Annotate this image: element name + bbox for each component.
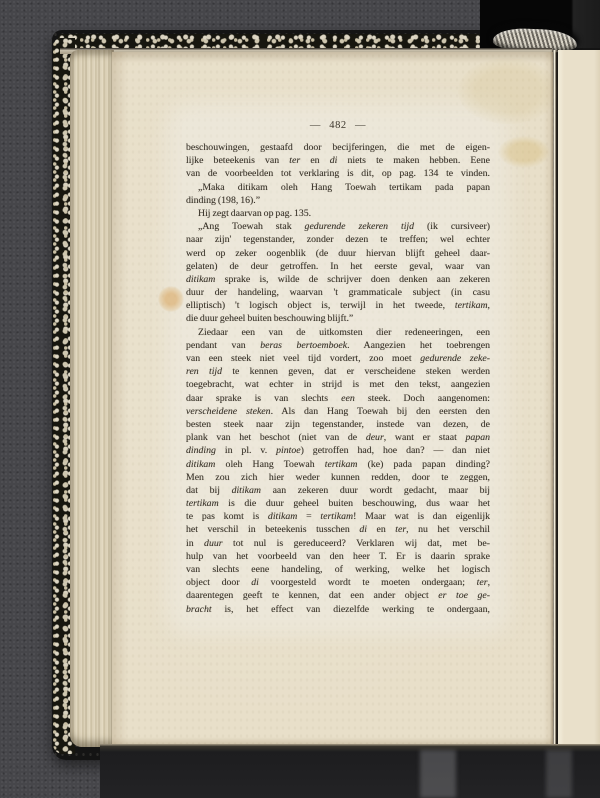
text-line: toegebracht, wat echter in strijd is met den tekst, aangezien [186, 379, 490, 391]
text-line: daar sprake is van slechts een steek. Doch aangenomen: [186, 392, 490, 404]
text-line: Men zou zich hier weder kunnen redden, door te zeggen, [186, 471, 490, 483]
scanner-reflection [546, 750, 572, 798]
text-line: besten steek naar zijn tegenstander, instede van dezen, de [186, 418, 490, 430]
text-line: plank van het beschot (niet van de deur, want er staat papan [186, 432, 490, 444]
text-line: van een steek niet veel tijd vordert, zoo moet gedurende zeke- [186, 353, 490, 364]
stain [158, 286, 184, 312]
text-line: tertikam is die duur geheel buiten beschouwing, dus waar het [186, 498, 490, 510]
text-line: daarentegen geeft te kennen, dat een ander object er toe ge- [186, 590, 490, 602]
stain [498, 136, 550, 168]
text-line: naar zijn' tegenstander, zonder dezen te treffen; wel echter [186, 234, 490, 246]
text-line: Ziedaar een van de uitkomsten dier redeneeringen, een [198, 326, 490, 338]
text-line: werd op zeker oogenblik (de duur hiervan blijft geheel daar- [186, 247, 490, 259]
text-line: dat bij ditikam aan zekeren duur wordt gedacht, maar bij [186, 484, 490, 496]
text-line: pendant van beras bertoemboek. Aangezien het toebrengen [186, 339, 490, 351]
text-line: die duur geheel buiten beschouwing blijft.” [186, 313, 354, 325]
scanner-reflection [420, 750, 456, 798]
text-line: elliptisch) 't logisch object is, terwijl in het tweede, tertikam, [186, 300, 490, 312]
text-line: duur der handeling, waarvan 't grammaticale subject (in casu [186, 287, 490, 299]
text-line: „Maka ditikam oleh Hang Toewah tertikam pada papan [198, 181, 490, 193]
text-line: bracht is, het effect van diezelfde werking te ondergaan, [186, 603, 490, 615]
gutter [550, 50, 558, 747]
text-line: het verschil in beteekenis tusschen di en ter, nu het verschil [186, 524, 490, 536]
book-bottom-shadow [100, 744, 600, 798]
text-line: verscheidene steken. Als dan Hang Toewah bij den eersten den [186, 405, 490, 417]
text-line: object door di voorgesteld wordt te moeten ondergaan; ter, [186, 577, 490, 589]
facing-page-edge [558, 50, 600, 747]
text-line: in duur tot nul is gereduceerd? Verklaren wij dat, met be- [186, 537, 490, 549]
text-line: beschouwingen, gestaafd door becijferingen, die met de eigen- [186, 142, 490, 153]
text-line: gelaten) de deur getroffen. In het eerste geval, waar van [186, 260, 490, 272]
text-line: van de voorbeelden tot verklaring is dit, op pag. 134 te vinden. [186, 168, 490, 180]
text-line: lijke beteekenis van ter en di niets te maken hebben. Eene [186, 155, 490, 167]
text-line: „Ang Toewah stak gedurende zekeren tijd (ik cursiveer) [198, 221, 490, 233]
text-line: Hij zegt daarvan op pag. 135. [198, 207, 312, 219]
text-line: hulp van het voorbeeld van den heer T. Er is daarin sprake [186, 550, 490, 562]
page-number: — 482 — [309, 120, 367, 131]
text-line: ditikam oleh Hang Toewah tertikam (ke) pada papan dinding? [186, 458, 490, 470]
text-block [186, 141, 490, 616]
text-line: te pas komt is ditikam = tertikam! Maar wat is dan eigenlijk [186, 511, 490, 523]
marbled-cover-edge-top [58, 34, 482, 49]
text-line: dinding (198, 16).” [186, 194, 261, 206]
text-line: dinding in pl. v. pintoe) getroffen had, hoe dan? — dan niet [186, 445, 490, 457]
stain [458, 58, 558, 124]
text-line: van slechts eene handeling, of werking, welke het logisch [186, 564, 490, 575]
left-page-stack [70, 50, 114, 747]
text-line: ren tijd te kennen geven, dat er verscheidene steken werden [186, 366, 490, 378]
text-line: ditikam sprake is, wilde de schrijver doen denken aan zekeren [186, 273, 490, 285]
